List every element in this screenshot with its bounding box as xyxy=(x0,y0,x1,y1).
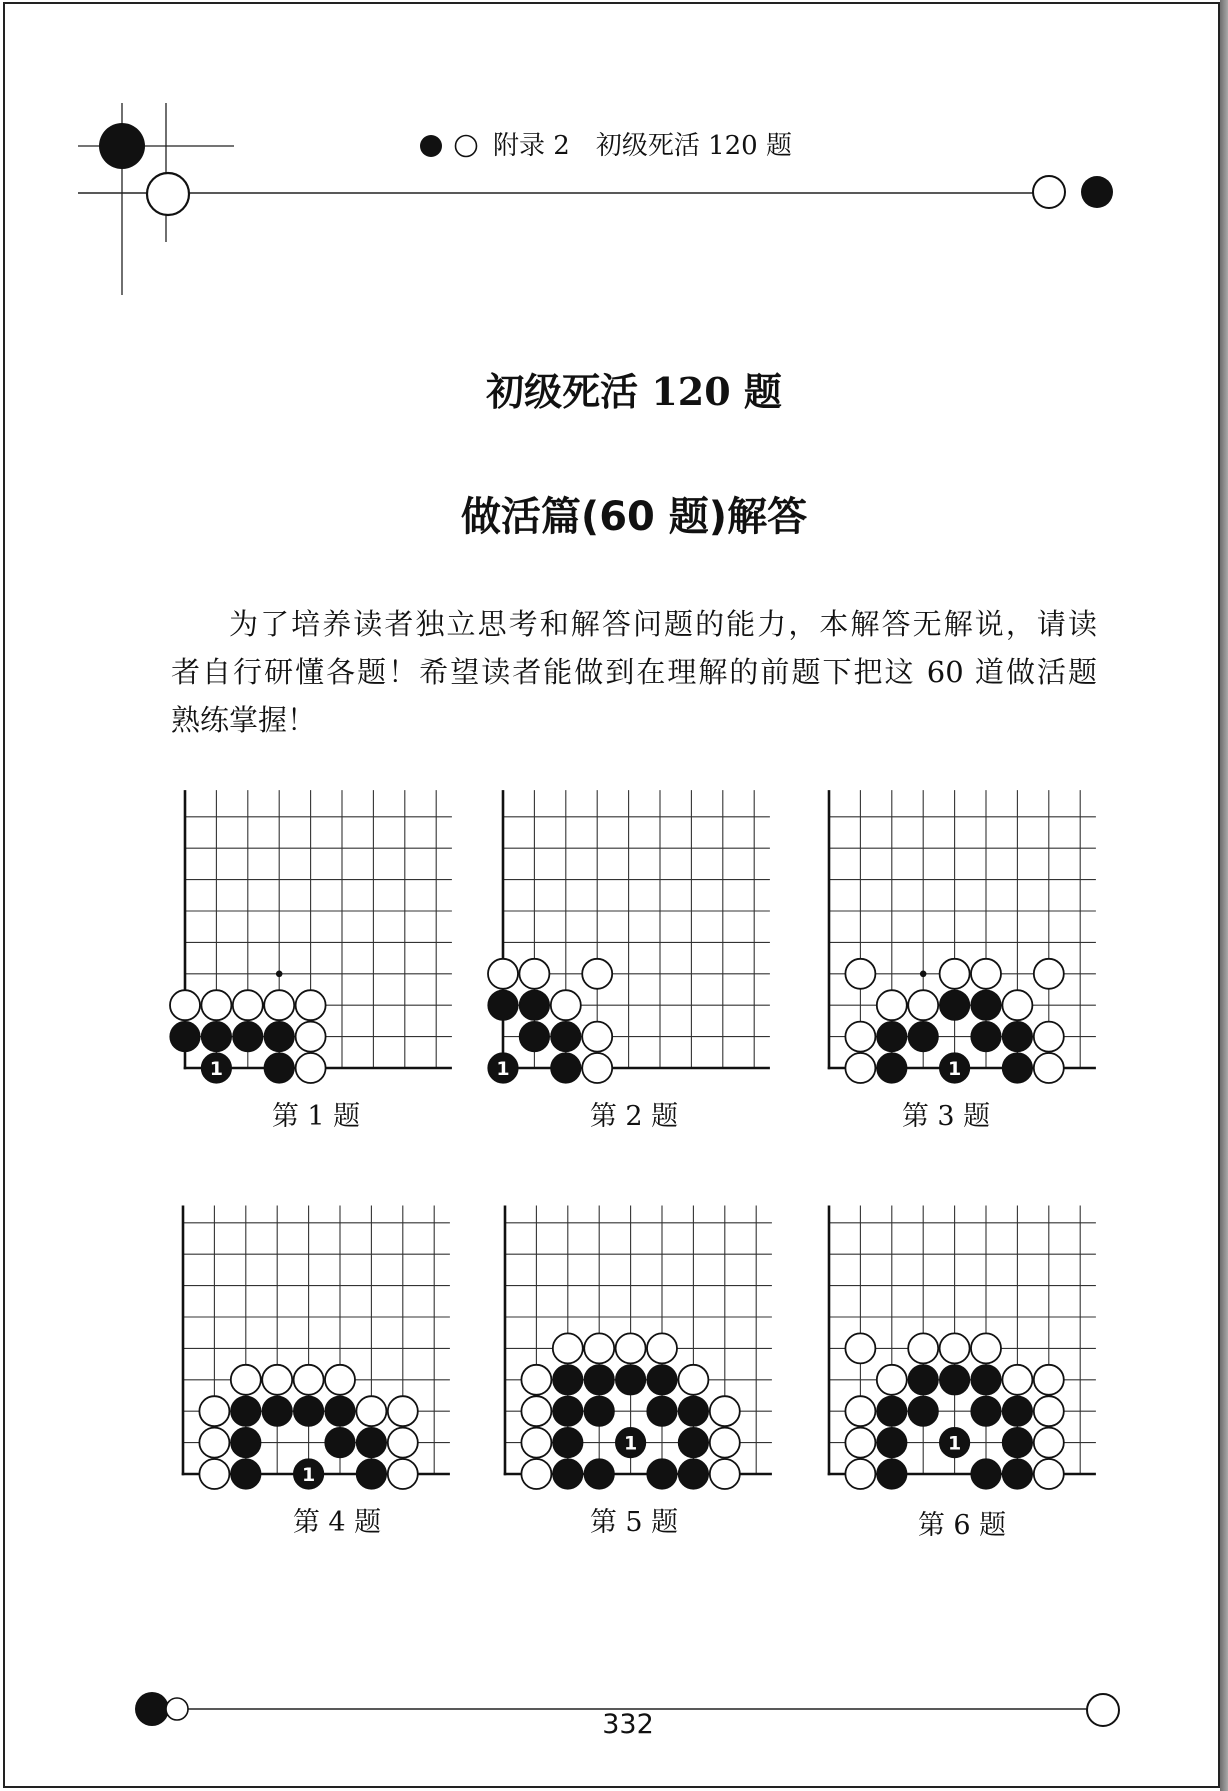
black-stone xyxy=(356,1459,386,1489)
white-stone xyxy=(296,990,326,1020)
header-black-circle-icon xyxy=(99,123,145,169)
black-stone xyxy=(553,1428,583,1458)
move-number: 1 xyxy=(623,1432,638,1455)
black-stone xyxy=(1002,1053,1032,1083)
black-stone xyxy=(877,1396,907,1426)
board-2 xyxy=(485,786,775,1086)
black-stone xyxy=(264,1022,294,1052)
black-stone xyxy=(264,1053,294,1083)
black-stone xyxy=(971,1022,1001,1052)
black-stone xyxy=(647,1459,677,1489)
black-stone xyxy=(971,990,1001,1020)
white-stone xyxy=(584,1333,614,1363)
black-stone xyxy=(551,1053,581,1083)
white-stone xyxy=(940,959,970,989)
black-stone xyxy=(231,1428,261,1458)
white-stone xyxy=(553,1333,583,1363)
white-stone xyxy=(710,1428,740,1458)
white-stone xyxy=(1034,1022,1064,1052)
white-stone xyxy=(877,990,907,1020)
black-stone xyxy=(877,1428,907,1458)
board-1 xyxy=(167,786,457,1086)
black-stone xyxy=(1002,1459,1032,1489)
white-stone xyxy=(877,1365,907,1395)
black-stone xyxy=(325,1428,355,1458)
white-stone xyxy=(940,1333,970,1363)
white-stone xyxy=(551,990,581,1020)
white-stone xyxy=(388,1428,418,1458)
white-stone xyxy=(521,1428,551,1458)
numbered-black-stone xyxy=(940,1053,970,1083)
move-number: 1 xyxy=(947,1432,962,1455)
footer-right-white-circle-icon xyxy=(1087,1694,1119,1726)
white-stone xyxy=(233,990,263,1020)
white-stone xyxy=(356,1396,386,1426)
white-stone xyxy=(845,1428,875,1458)
header-right-black-circle-icon xyxy=(1081,176,1113,208)
black-stone xyxy=(908,1396,938,1426)
white-stone xyxy=(1034,1365,1064,1395)
problem-caption: 第 5 题 xyxy=(589,1507,679,1538)
white-stone xyxy=(647,1333,677,1363)
white-stone xyxy=(1002,1365,1032,1395)
problem-caption: 第 3 题 xyxy=(901,1101,991,1132)
move-number: 1 xyxy=(496,1058,510,1080)
white-stone xyxy=(1002,990,1032,1020)
black-stone xyxy=(553,1459,583,1489)
header-white-circle-icon xyxy=(147,173,189,215)
black-stone xyxy=(262,1396,292,1426)
black-stone xyxy=(647,1365,677,1395)
running-header-appendix: 附录 2 xyxy=(493,131,570,161)
white-stone xyxy=(521,1459,551,1489)
black-stone xyxy=(584,1396,614,1426)
black-stone xyxy=(584,1459,614,1489)
white-stone xyxy=(616,1333,646,1363)
black-stone xyxy=(519,1022,549,1052)
black-stone xyxy=(1002,1022,1032,1052)
problem-caption: 第 1 题 xyxy=(271,1101,361,1132)
board-6 xyxy=(811,1192,1101,1492)
black-stone xyxy=(616,1365,646,1395)
white-stone xyxy=(845,1333,875,1363)
black-stone xyxy=(584,1365,614,1395)
black-stone xyxy=(233,1022,263,1052)
white-stone xyxy=(296,1053,326,1083)
running-header-section: 初级死活 120 题 xyxy=(595,131,792,161)
black-stone xyxy=(678,1459,708,1489)
black-stone xyxy=(231,1396,261,1426)
white-stone xyxy=(170,990,200,1020)
white-stone xyxy=(710,1396,740,1426)
page-number: 332 xyxy=(602,1709,654,1740)
white-stone xyxy=(582,959,612,989)
white-stone xyxy=(678,1365,708,1395)
numbered-black-stone xyxy=(940,1428,970,1458)
black-stone xyxy=(1002,1396,1032,1426)
black-stone xyxy=(971,1365,1001,1395)
footer-black-circle-icon xyxy=(135,1692,169,1726)
white-stone xyxy=(199,1396,229,1426)
black-stone xyxy=(551,1022,581,1052)
white-stone xyxy=(388,1459,418,1489)
black-stone xyxy=(940,990,970,1020)
intro-line: 为了培养读者独立思考和解答问题的能力，本解答无解说，请读 xyxy=(229,607,1097,641)
white-stone xyxy=(845,1396,875,1426)
white-stone xyxy=(264,990,294,1020)
black-stone xyxy=(294,1396,324,1426)
white-stone xyxy=(908,1333,938,1363)
black-stone xyxy=(908,1022,938,1052)
board-4 xyxy=(165,1192,455,1492)
white-stone xyxy=(971,959,1001,989)
move-number: 1 xyxy=(301,1464,316,1486)
white-stone xyxy=(845,1022,875,1052)
white-stone xyxy=(521,1365,551,1395)
black-stone xyxy=(231,1459,261,1489)
black-stone xyxy=(647,1396,677,1426)
problem-caption: 第 4 题 xyxy=(292,1507,382,1538)
board-5 xyxy=(487,1192,777,1492)
white-stone xyxy=(521,1396,551,1426)
white-stone xyxy=(710,1459,740,1489)
intro-paragraph xyxy=(171,600,1097,744)
marked-point-dot xyxy=(920,971,927,978)
white-stone xyxy=(294,1365,324,1395)
running-header-black-dot-icon xyxy=(420,135,442,157)
black-stone xyxy=(356,1428,386,1458)
black-stone xyxy=(325,1396,355,1426)
black-stone xyxy=(488,990,518,1020)
numbered-black-stone xyxy=(201,1053,231,1083)
black-stone xyxy=(877,1022,907,1052)
black-stone xyxy=(553,1396,583,1426)
problem-caption: 第 6 题 xyxy=(917,1510,1007,1541)
white-stone xyxy=(971,1333,1001,1363)
marked-point-dot xyxy=(276,971,283,978)
white-stone xyxy=(582,1022,612,1052)
board-3 xyxy=(811,786,1101,1086)
black-stone xyxy=(940,1365,970,1395)
white-stone xyxy=(1034,1396,1064,1426)
white-stone xyxy=(262,1365,292,1395)
white-stone xyxy=(1034,1053,1064,1083)
white-stone xyxy=(845,959,875,989)
white-stone xyxy=(845,1459,875,1489)
white-stone xyxy=(582,1053,612,1083)
black-stone xyxy=(678,1396,708,1426)
black-stone xyxy=(1002,1428,1032,1458)
problem-caption: 第 2 题 xyxy=(589,1101,679,1132)
black-stone xyxy=(553,1365,583,1395)
move-number: 1 xyxy=(209,1058,224,1080)
black-stone xyxy=(170,1022,200,1052)
white-stone xyxy=(199,1428,229,1458)
intro-line: 者自行研懂各题！希望读者能做到在理解的前题下把这 60 道做活题 xyxy=(171,655,1097,689)
black-stone xyxy=(201,1022,231,1052)
white-stone xyxy=(1034,1459,1064,1489)
footer-white-circle-icon xyxy=(166,1698,188,1720)
white-stone xyxy=(199,1459,229,1489)
intro-line: 熟练掌握！ xyxy=(171,703,317,737)
white-stone xyxy=(296,1022,326,1052)
numbered-black-stone xyxy=(616,1428,646,1458)
black-stone xyxy=(877,1053,907,1083)
header-right-white-circle-icon xyxy=(1033,176,1065,208)
white-stone xyxy=(325,1365,355,1395)
running-header-white-dot-icon xyxy=(456,136,477,157)
white-stone xyxy=(908,990,938,1020)
white-stone xyxy=(388,1396,418,1426)
black-stone xyxy=(678,1428,708,1458)
black-stone xyxy=(519,990,549,1020)
white-stone xyxy=(845,1053,875,1083)
white-stone xyxy=(231,1365,261,1395)
white-stone xyxy=(1034,959,1064,989)
page-title: 初级死活 120 题 xyxy=(486,369,782,414)
numbered-black-stone xyxy=(294,1459,324,1489)
running-header xyxy=(493,128,792,164)
black-stone xyxy=(971,1459,1001,1489)
white-stone xyxy=(1034,1428,1064,1458)
numbered-black-stone xyxy=(488,1053,518,1083)
black-stone xyxy=(908,1365,938,1395)
black-stone xyxy=(971,1396,1001,1426)
white-stone xyxy=(201,990,231,1020)
move-number: 1 xyxy=(947,1058,962,1080)
white-stone xyxy=(488,959,518,989)
black-stone xyxy=(877,1459,907,1489)
white-stone xyxy=(519,959,549,989)
section-subtitle: 做活篇(60 题)解答 xyxy=(460,494,808,540)
